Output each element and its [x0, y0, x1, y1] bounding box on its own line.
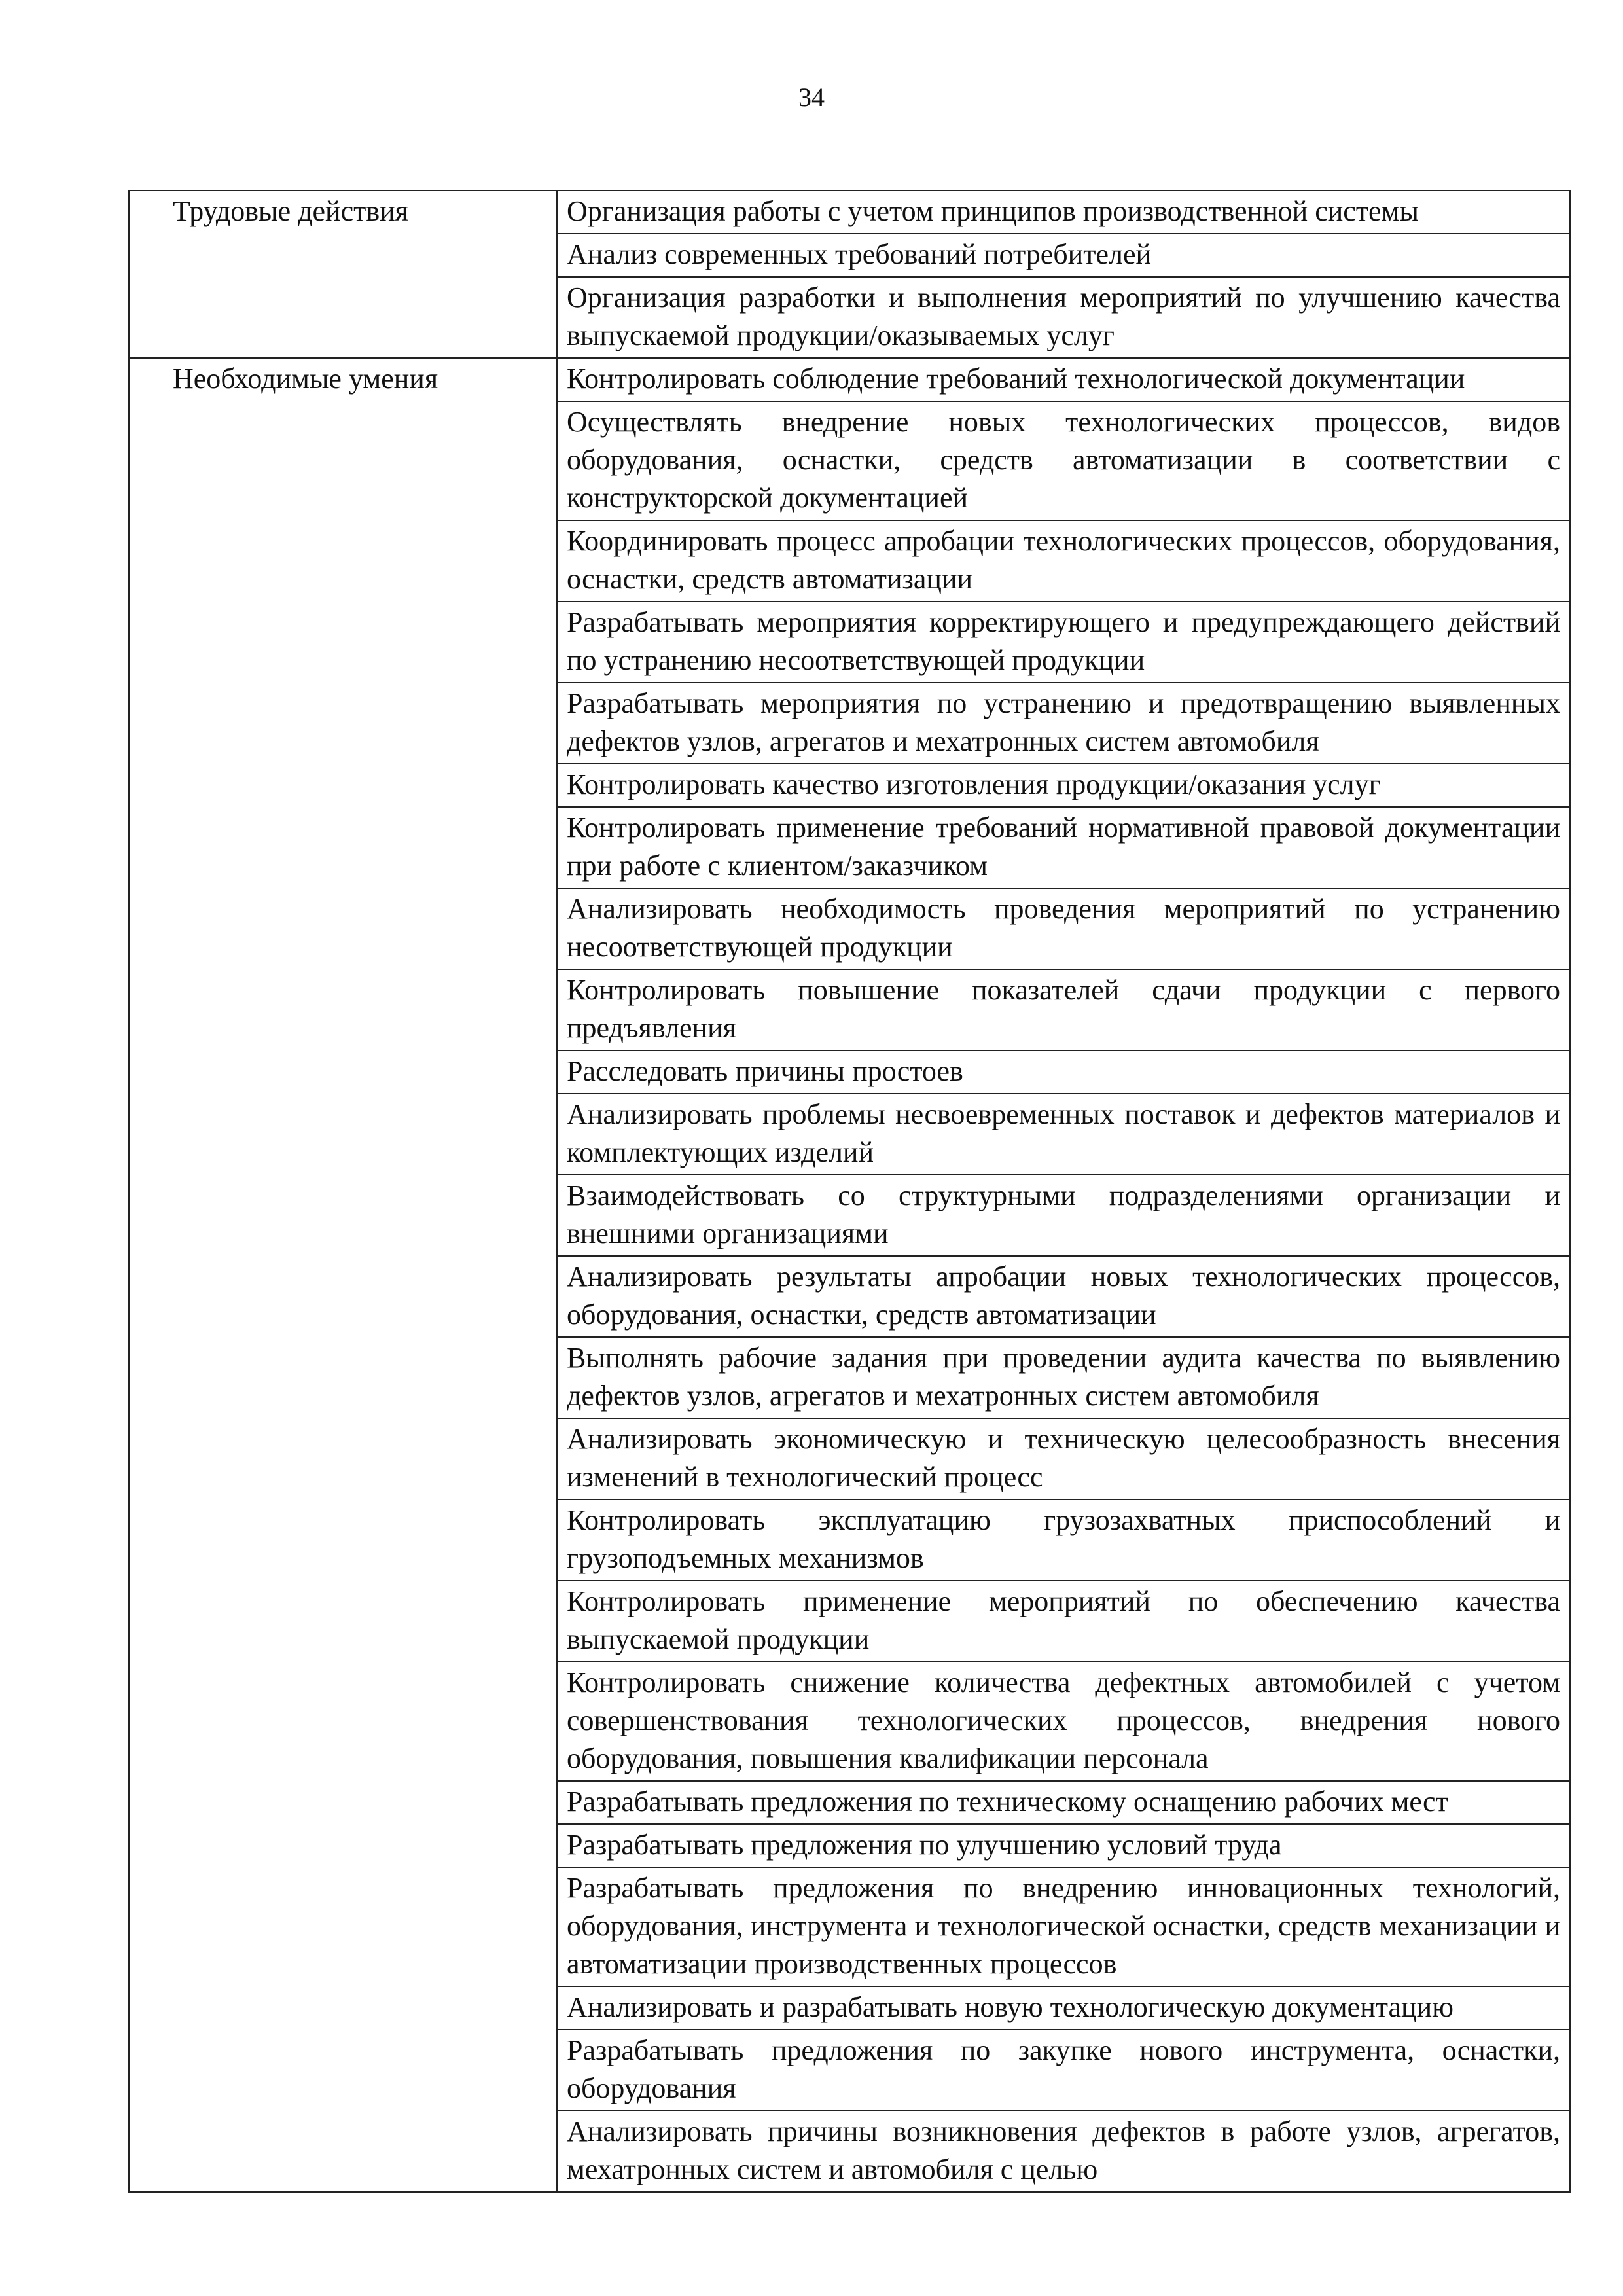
item-cell: Разрабатывать предложения по техническому оснащению рабочих мест	[557, 1781, 1570, 1824]
competency-table	[128, 190, 1571, 2193]
table-row	[129, 358, 1570, 401]
item-cell: Разрабатывать мероприятия по устранению и предотвращению выявленных дефектов узлов, агрегатов и мехатронных систем автомобиля	[557, 683, 1570, 764]
item-cell: Контролировать снижение количества дефектных автомобилей с учетом совершенствования технологических процессов, внедрения нового оборудования, повышения квалификации персонала	[557, 1662, 1570, 1781]
item-cell: Анализировать и разрабатывать новую технологическую документацию	[557, 1986, 1570, 2030]
item-cell: Осуществлять внедрение новых технологических процессов, видов оборудования, оснастки, средств автоматизации в соответствии с конструкторской документацией	[557, 401, 1570, 520]
table-row	[129, 190, 1570, 234]
item-cell: Разрабатывать мероприятия корректирующего и предупреждающего действий по устранению несоответствующей продукции	[557, 601, 1570, 683]
item-cell: Контролировать качество изготовления продукции/оказания услуг	[557, 764, 1570, 807]
item-cell: Разрабатывать предложения по улучшению условий труда	[557, 1824, 1570, 1867]
item-cell: Анализировать необходимость проведения мероприятий по устранению несоответствующей продукции	[557, 888, 1570, 969]
item-cell: Анализировать результаты апробации новых технологических процессов, оборудования, оснастки, средств автоматизации	[557, 1256, 1570, 1337]
item-cell: Контролировать повышение показателей сдачи продукции с первого предъявления	[557, 969, 1570, 1050]
item-cell: Контролировать эксплуатацию грузозахватных приспособлений и грузоподъемных механизмов	[557, 1499, 1570, 1581]
item-cell: Организация разработки и выполнения мероприятий по улучшению качества выпускаемой продукции/оказываемых услуг	[557, 277, 1570, 358]
section-label: Трудовые действия	[129, 190, 557, 358]
item-cell: Анализ современных требований потребителей	[557, 234, 1570, 277]
item-cell: Взаимодействовать со структурными подразделениями организации и внешними организациями	[557, 1175, 1570, 1256]
item-cell: Разрабатывать предложения по закупке нового инструмента, оснастки, оборудования	[557, 2030, 1570, 2111]
section-label: Необходимые умения	[129, 358, 557, 2192]
item-cell: Координировать процесс апробации технологических процессов, оборудования, оснастки, средств автоматизации	[557, 520, 1570, 601]
item-cell: Контролировать соблюдение требований технологической документации	[557, 358, 1570, 401]
item-cell: Анализировать проблемы несвоевременных поставок и дефектов материалов и комплектующих изделий	[557, 1094, 1570, 1175]
item-cell: Контролировать применение мероприятий по обеспечению качества выпускаемой продукции	[557, 1581, 1570, 1662]
item-cell: Контролировать применение требований нормативной правовой документации при работе с клиентом/заказчиком	[557, 807, 1570, 888]
item-cell: Анализировать экономическую и техническую целесообразность внесения изменений в технологический процесс	[557, 1418, 1570, 1499]
item-cell: Расследовать причины простоев	[557, 1050, 1570, 1094]
item-cell: Разрабатывать предложения по внедрению инновационных технологий, оборудования, инструмента и технологической оснастки, средств механизации и автоматизации производственных процессов	[557, 1867, 1570, 1986]
item-cell: Выполнять рабочие задания при проведении аудита качества по выявлению дефектов узлов, агрегатов и мехатронных систем автомобиля	[557, 1337, 1570, 1418]
item-cell: Организация работы с учетом принципов производственной системы	[557, 190, 1570, 234]
item-cell: Анализировать причины возникновения дефектов в работе узлов, агрегатов, мехатронных систем и автомобиля с целью	[557, 2111, 1570, 2192]
page-number: 34	[798, 82, 825, 112]
